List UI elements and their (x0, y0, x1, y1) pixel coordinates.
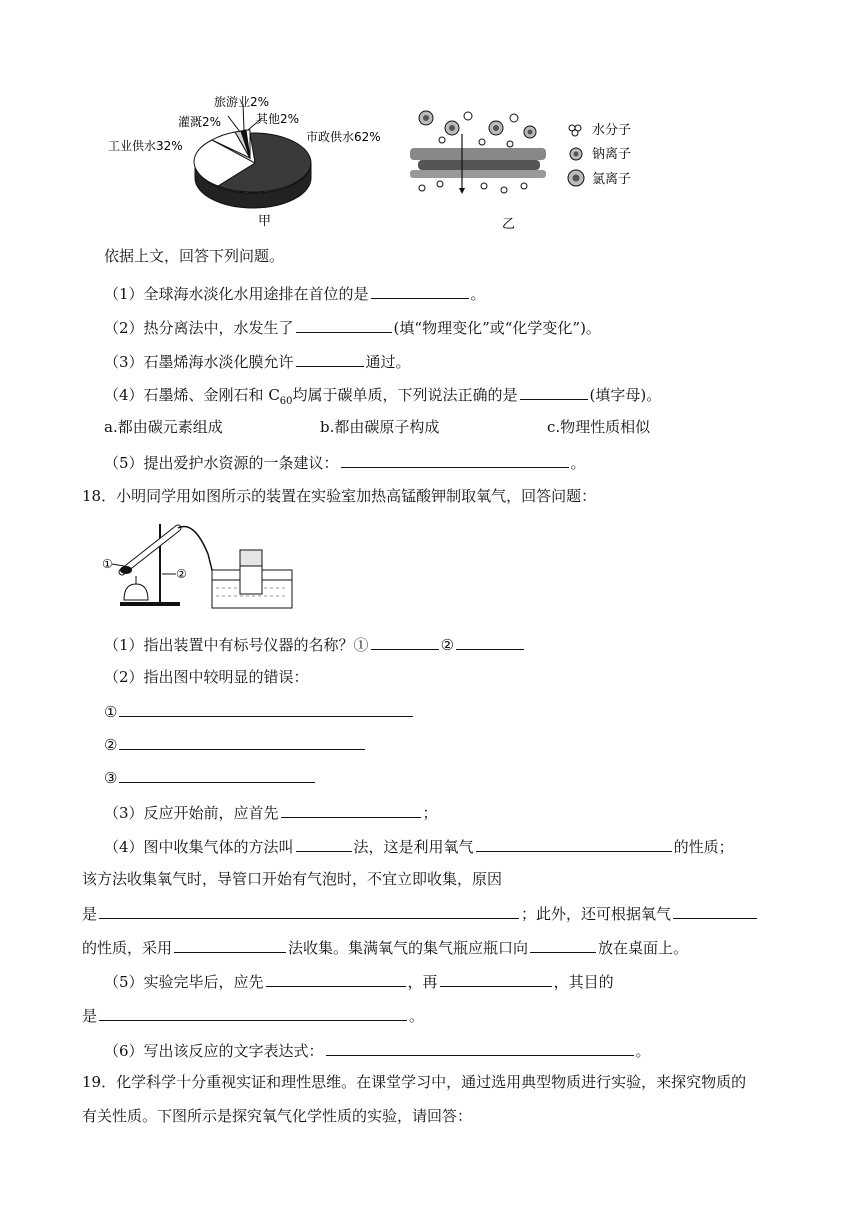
q18-part3-end: ； (422, 804, 438, 822)
q17-option-c: c.物理性质相似 (547, 418, 651, 436)
q18-stem: 18．小明同学用如图所示的装置在实验室加热高锰酸钾制取氧气，回答问题： (82, 487, 597, 505)
pie-chart-jia (100, 88, 400, 238)
mark-2: ② (176, 567, 187, 581)
ion-layer (419, 111, 536, 147)
answer-blank[interactable] (296, 316, 392, 333)
q18-part4a-text: （4）图中收集气体的方法叫 (104, 838, 294, 856)
caption-yi: 乙 (502, 217, 516, 232)
q18-part3 (104, 801, 438, 823)
q18-part4a-end: 的性质； (673, 838, 734, 856)
legend-water: 水分子 (592, 123, 632, 138)
mark-1: ① (102, 557, 113, 571)
q18-part5a-text: （5）实验完毕后，应先 (104, 973, 264, 991)
q18-part6-text: （6）写出该反应的文字表达式： (104, 1042, 324, 1060)
answer-blank[interactable] (456, 633, 524, 650)
q18-part2: （2）指出图中较明显的错误： (104, 668, 309, 686)
caption-jia: 甲 (258, 214, 272, 229)
q18-error-3 (104, 766, 317, 788)
answer-blank[interactable] (119, 700, 413, 717)
q18-part5b (82, 1004, 424, 1026)
q17-part1 (104, 282, 486, 304)
q18-part4c-text: 是 (82, 905, 98, 923)
answer-blank[interactable] (281, 801, 421, 818)
q18-part5a (104, 970, 614, 992)
answer-blank[interactable] (520, 383, 588, 400)
answer-blank[interactable] (371, 633, 439, 650)
answer-blank[interactable] (266, 970, 406, 987)
leader-line (228, 116, 240, 132)
label-other: 其他2% (256, 112, 300, 126)
answer-blank[interactable] (99, 902, 519, 919)
subscript-60: 60 (279, 396, 293, 407)
q18-error-1 (104, 700, 415, 722)
q17-part3 (104, 350, 411, 372)
q17-option-b: b.都由碳原子构成 (320, 418, 440, 436)
q18-part5a-mid: ，再 (407, 973, 438, 991)
intro-text: 依据上文，回答下列问题。 (104, 247, 285, 265)
q18-part4b: 该方法收集氧气时，导管口开始有气泡时，不宜立即收集，原因 (82, 870, 503, 888)
answer-blank[interactable] (673, 902, 757, 919)
answer-blank[interactable] (530, 936, 596, 953)
q18-part5a-end: ，其目的 (553, 973, 614, 991)
apparatus-svg (100, 514, 300, 614)
q18-part4d (82, 936, 688, 958)
answer-blank[interactable] (296, 835, 352, 852)
legend-sodium: 钠离子 (592, 147, 632, 162)
apparatus-figure (100, 514, 300, 614)
error-mark-2: ② (104, 736, 118, 754)
legend-chlorine-icon (568, 170, 584, 186)
label-irrigation: 灌溉2% (178, 115, 222, 129)
answer-blank[interactable] (326, 1039, 634, 1056)
q17-part2 (104, 316, 601, 338)
q17-part1-end: 。 (470, 285, 486, 303)
q18-part4d-text: 的性质，采用 (82, 939, 173, 957)
answer-blank[interactable] (296, 350, 364, 367)
q18-part1 (104, 633, 526, 655)
answer-blank[interactable] (371, 282, 469, 299)
answer-blank[interactable] (119, 766, 315, 783)
q17-part4-end: (填字母)。 (589, 386, 662, 404)
error-mark-3: ③ (104, 769, 118, 787)
legend-sodium-icon (570, 148, 582, 160)
q19-line2: 有关性质。下图所示是探究氧气化学性质的实验，请回答： (82, 1107, 473, 1125)
water-below (419, 181, 527, 193)
label-industrial: 工业供水32% (108, 139, 183, 153)
answer-blank[interactable] (99, 1004, 407, 1021)
mark-label-2: ② (440, 636, 455, 654)
error-mark-1: ① (104, 703, 118, 721)
stand-base (120, 602, 180, 606)
answer-blank[interactable] (119, 733, 365, 750)
q18-error-2 (104, 733, 367, 755)
graphene-layer (410, 148, 546, 178)
q19-line1: 19．化学科学十分重视实证和理性思维。在课堂学习中，通过选用典型物质进行实验，来探究物质的 (82, 1073, 747, 1091)
q18-part1-text: （1）指出装置中有标号仪器的名称？ (104, 636, 354, 654)
answer-blank[interactable] (440, 970, 552, 987)
label-municipal: 市政供水62% (306, 130, 381, 144)
label-tourism: 旅游业2% (214, 95, 270, 109)
q18-part4c-end: ；此外，还可根据氧气 (521, 905, 672, 923)
legend-chlorine: 氯离子 (592, 172, 632, 187)
membrane-svg (404, 104, 654, 236)
q17-part5 (104, 451, 586, 473)
q17-part2-end: (填“物理变化”或“化学变化”)。 (393, 319, 601, 337)
q18-part6-end: 。 (635, 1042, 651, 1060)
q17-part4 (104, 383, 661, 412)
membrane-figure-yi (404, 104, 654, 236)
q17-part1-text: （1）全球海水淡化水用途排在首位的是 (104, 285, 369, 303)
q17-part3-end: 通过。 (365, 353, 411, 371)
pie-chart-svg (100, 88, 400, 238)
q18-part4a-mid: 法，这是利用氧气 (353, 838, 474, 856)
q18-part4c (82, 902, 759, 924)
reagent (120, 566, 132, 574)
q17-option-a: a.都由碳元素组成 (104, 418, 223, 436)
q18-part6 (104, 1039, 651, 1061)
q18-part3-text: （3）反应开始前，应首先 (104, 804, 279, 822)
q18-part4a (104, 835, 734, 857)
q17-part4-mid: 均属于碳单质，下列说法正确的是 (292, 386, 518, 404)
q17-part3-text: （3）石墨烯海水淡化膜允许 (104, 353, 294, 371)
answer-blank[interactable] (476, 835, 672, 852)
mark-label-1: ① (353, 636, 369, 654)
q17-part2-text: （2）热分离法中，水发生了 (104, 319, 294, 337)
legend-water-icon (569, 125, 581, 136)
q18-part4d-end: 放在桌面上。 (598, 939, 689, 957)
q17-part5-end: 。 (570, 454, 586, 472)
answer-blank[interactable] (341, 451, 569, 468)
q18-part5b-text: 是 (82, 1007, 98, 1025)
alcohol-lamp (124, 584, 148, 600)
q18-part4d-mid: 法收集。集满氧气的集气瓶应瓶口向 (288, 939, 529, 957)
answer-blank[interactable] (174, 936, 286, 953)
arrow-head (459, 188, 465, 194)
q17-part5-text: （5）提出爱护水资源的一条建议： (104, 454, 339, 472)
q18-part5b-end: 。 (409, 1007, 425, 1025)
q17-part4-text: （4）石墨烯、金刚石和 C (104, 386, 280, 404)
